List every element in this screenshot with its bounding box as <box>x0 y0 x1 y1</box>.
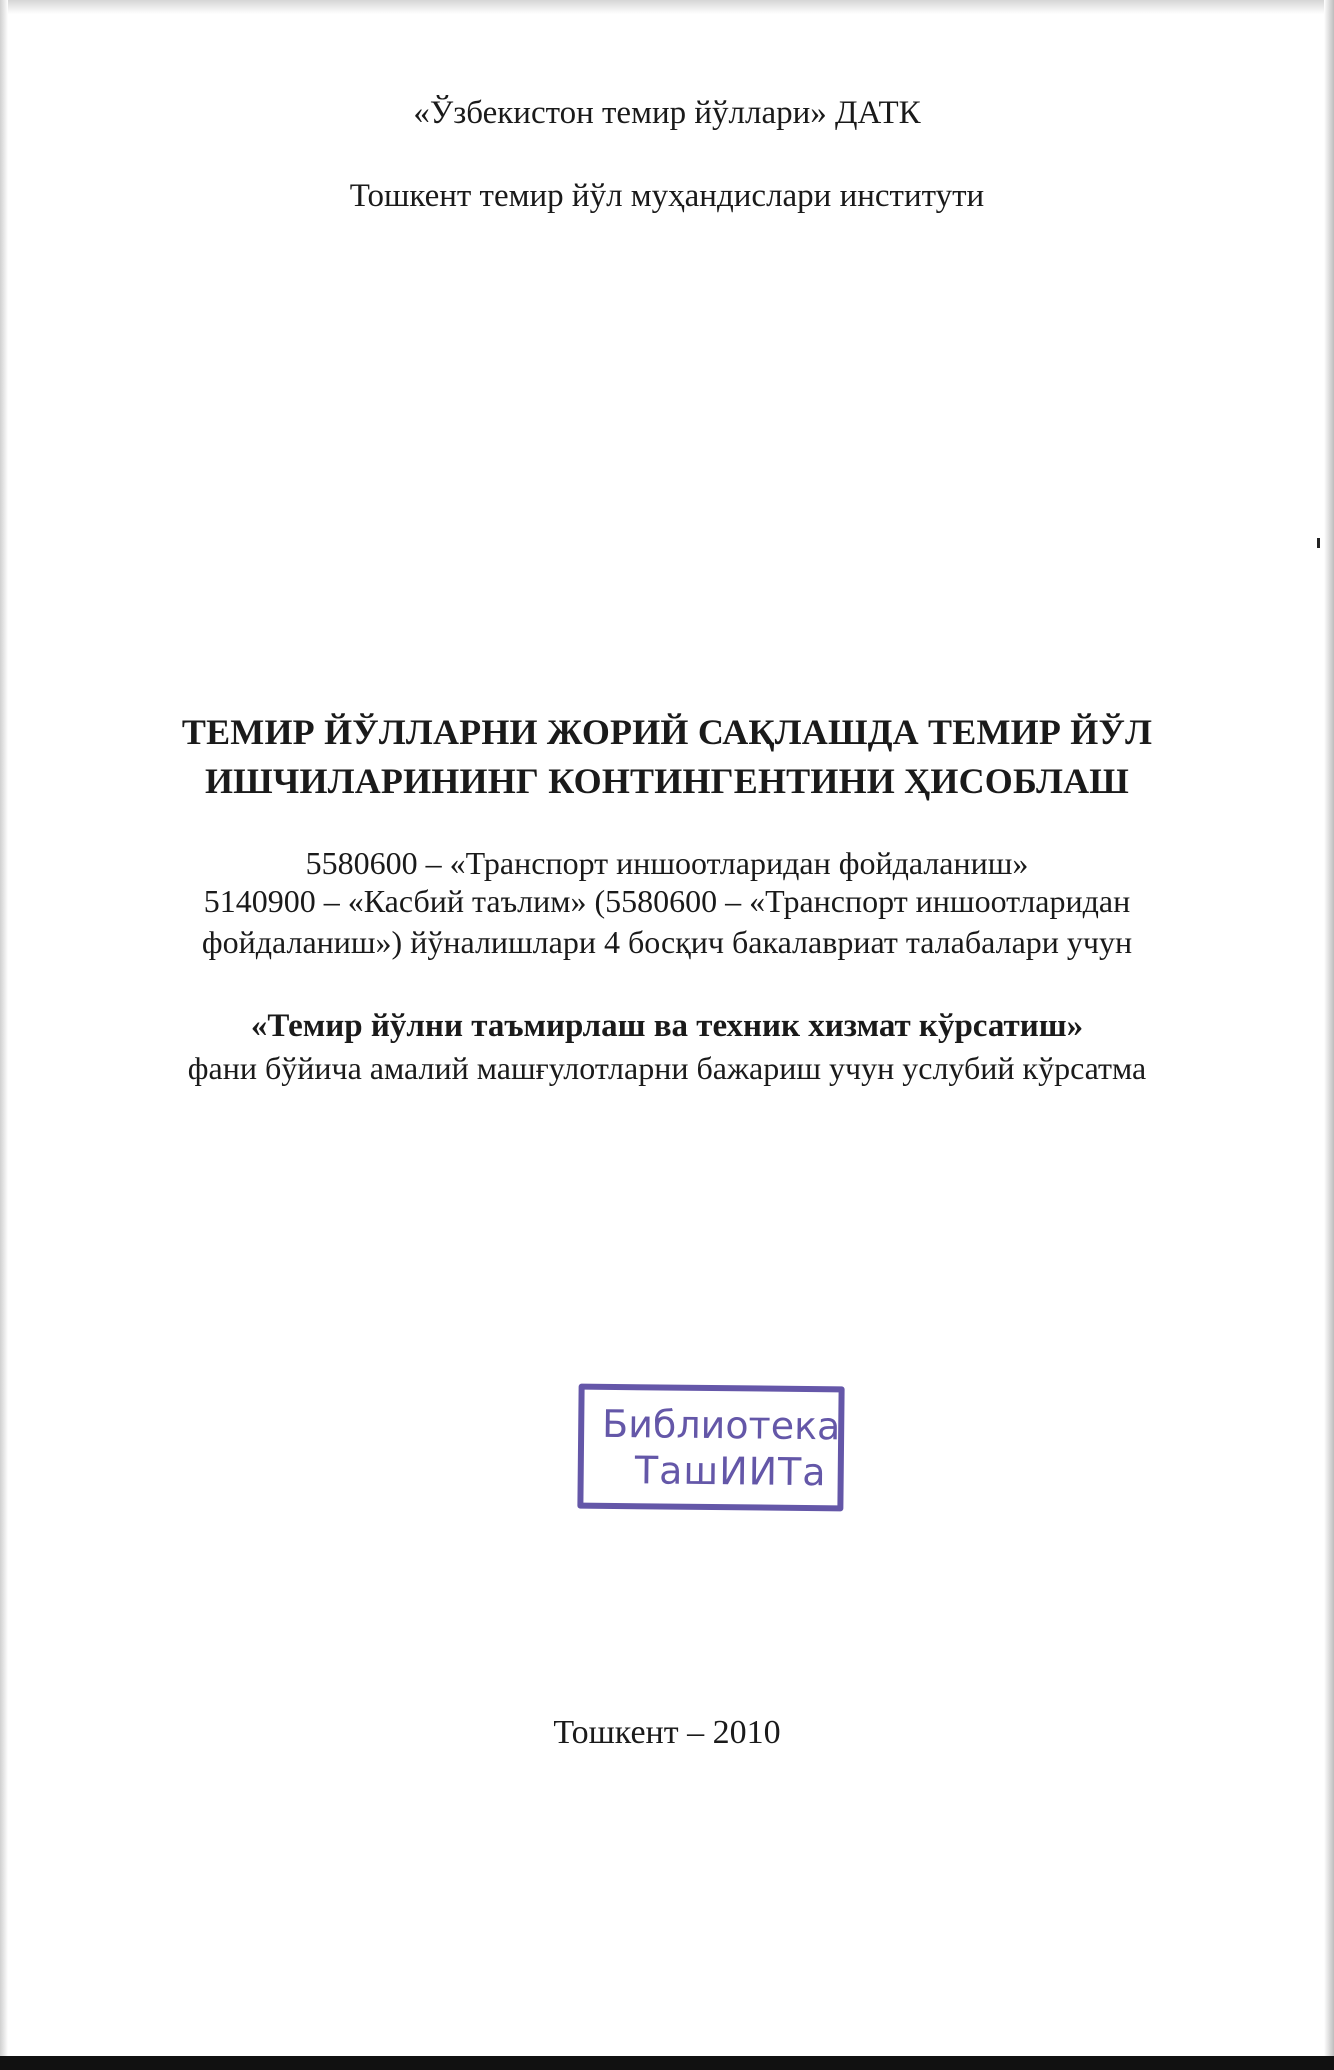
subject-description: фани бўйича амалий машғулотларни бажариш учун услубий кўрсатма <box>187 1050 1147 1086</box>
specialty-line-1: 5580600 – «Транспорт иншоотларидан фойдаланиш» <box>305 845 1029 881</box>
stamp-line-2: ТашИИТа <box>634 1448 827 1495</box>
subject-name: «Темир йўлни таъмирлаш ва техник хизмат кўрсатиш» <box>250 1008 1084 1044</box>
institute-name: Тошкент темир йўл муҳандислари институти <box>349 178 985 214</box>
document-title-line-2: ИШЧИЛАРИНИНГ КОНТИНГЕНТИНИ ҲИСОБЛАШ <box>204 761 1130 801</box>
scan-edge-bottom <box>0 2056 1334 2070</box>
place-and-year: Тошкент – 2010 <box>553 1714 781 1751</box>
organization-name: «Ўзбекистон темир йўллари» ДАТК <box>413 95 921 131</box>
library-stamp <box>577 1384 844 1512</box>
stamp-line-1: Библиотека <box>601 1401 841 1449</box>
scan-edge-top <box>0 0 1334 14</box>
specialty-line-3: фойдаланиш») йўналишлари 4 босқич бакалавриат талабалари учун <box>201 924 1133 960</box>
document-title-line-1: ТЕМИР ЙЎЛЛАРНИ ЖОРИЙ САҚЛАШДА ТЕМИР ЙЎЛ <box>181 712 1153 752</box>
specialty-line-2: 5140900 – «Касбий таълим» (5580600 – «Транспорт иншоотларидан <box>203 883 1131 919</box>
margin-mark <box>1317 538 1320 548</box>
